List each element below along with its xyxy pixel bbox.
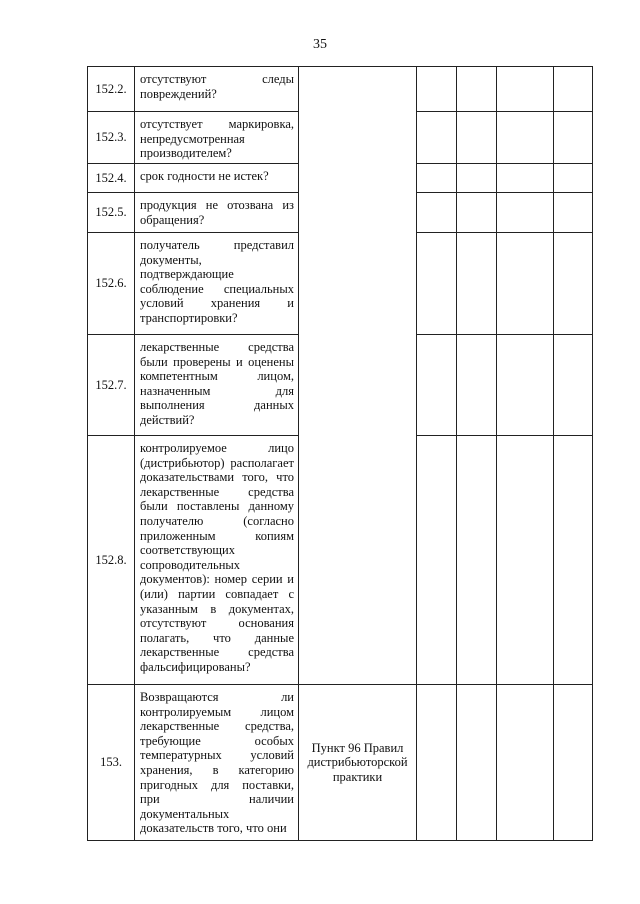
answer-cell <box>497 112 554 164</box>
row-number: 152.5. <box>88 193 135 233</box>
question-line: условий хранения и <box>140 296 294 311</box>
answer-cell <box>457 112 497 164</box>
answer-cell <box>554 436 593 685</box>
question-line: доказательств того, что они <box>140 821 287 836</box>
answer-cell <box>417 164 457 193</box>
row-number: 152.6. <box>88 233 135 335</box>
page-number: 35 <box>313 37 327 52</box>
answer-cell <box>417 436 457 685</box>
question-line: полагать, что данные <box>140 630 294 645</box>
answer-cell <box>457 685 497 841</box>
question-line: Возвращаются ли <box>140 690 294 704</box>
answer-cell <box>497 164 554 193</box>
question-line: непредусмотренная <box>140 131 245 146</box>
question-line: контролируемое лицо <box>140 441 294 455</box>
question-line: обращения? <box>140 212 205 227</box>
question-line: (дистрибьютор) располагает <box>140 455 294 470</box>
row-number: 153. <box>88 685 135 841</box>
answer-cell <box>457 233 497 335</box>
answer-cell <box>554 67 593 112</box>
reference-cell: Пункт 96 Правил дистрибьюторской практики <box>299 685 417 841</box>
question-line: температурных условий <box>140 748 294 763</box>
question-line: лекарственные средства <box>140 340 294 354</box>
question-line: компетентным лицом, <box>140 369 294 384</box>
answer-cell <box>554 112 593 164</box>
question-text <box>135 335 299 436</box>
question-line: указанным в документах, <box>140 601 294 616</box>
question-line: продукция не отозвана из <box>140 198 294 212</box>
question-line: производителем? <box>140 146 232 161</box>
question-line: назначенным для <box>140 383 294 398</box>
question-text <box>135 436 299 685</box>
row-number: 152.8. <box>88 436 135 685</box>
question-line: лекарственные средства, <box>140 719 294 734</box>
answer-cell <box>417 67 457 112</box>
answer-cell <box>417 335 457 436</box>
answer-cell <box>457 164 497 193</box>
row-number: 152.3. <box>88 112 135 164</box>
question-text <box>135 112 299 164</box>
question-text <box>135 193 299 233</box>
question-line: документальных <box>140 806 230 821</box>
answer-cell <box>554 233 593 335</box>
question-line: были поставлены данному <box>140 499 294 514</box>
question-line: сопроводительных <box>140 557 241 572</box>
question-line: (или) партии совпадает с <box>140 586 294 601</box>
question-line: доказательствами того, что <box>140 470 294 485</box>
answer-cell <box>497 436 554 685</box>
question-line: соблюдение специальных <box>140 281 294 296</box>
answer-cell <box>554 685 593 841</box>
question-line: срок годности не истек? <box>140 169 269 183</box>
question-text <box>135 233 299 335</box>
answer-cell <box>417 112 457 164</box>
question-line: фальсифицированы? <box>140 659 251 674</box>
question-line: приложенным копиям <box>140 528 294 543</box>
question-line: отсутствуют основания <box>140 616 294 631</box>
table-row <box>88 685 593 841</box>
question-line: получатель представил <box>140 238 294 252</box>
answer-cell <box>497 335 554 436</box>
answer-cell <box>554 335 593 436</box>
question-line: лекарственные средства <box>140 645 294 660</box>
answer-cell <box>457 335 497 436</box>
question-line: были проверены и оценены <box>140 354 294 369</box>
question-line: документов): номер серии и <box>140 572 294 587</box>
question-line: соответствующих <box>140 543 235 558</box>
answer-cell <box>497 193 554 233</box>
question-line: выполнения данных <box>140 398 294 413</box>
question-line: транспортировки? <box>140 310 238 325</box>
row-number: 152.2. <box>88 67 135 112</box>
question-line: повреждений? <box>140 86 217 101</box>
question-line: хранения, в категорию <box>140 762 294 777</box>
question-line: лекарственные средства <box>140 484 294 499</box>
answer-cell <box>457 67 497 112</box>
reference-cell-empty <box>299 67 417 685</box>
question-line: подтверждающие <box>140 267 234 282</box>
answer-cell <box>417 193 457 233</box>
question-line: отсутствует маркировка, <box>140 117 294 131</box>
answer-cell <box>457 436 497 685</box>
question-line: документы, <box>140 252 202 267</box>
answer-cell <box>417 233 457 335</box>
answer-cell <box>497 67 554 112</box>
question-line: контролируемым лицом <box>140 704 294 719</box>
question-line: требующие особых <box>140 733 294 748</box>
checklist-table <box>87 66 593 841</box>
question-text <box>135 164 299 193</box>
question-line: при наличии <box>140 792 294 807</box>
question-line: получателю (согласно <box>140 513 294 528</box>
question-text <box>135 685 299 841</box>
table-row <box>88 67 593 112</box>
answer-cell <box>497 233 554 335</box>
question-line: пригодных для поставки, <box>140 777 294 792</box>
answer-cell <box>497 685 554 841</box>
answer-cell <box>554 193 593 233</box>
answer-cell <box>554 164 593 193</box>
question-line: действий? <box>140 412 195 427</box>
question-line: отсутствуют следы <box>140 72 294 86</box>
answer-cell <box>457 193 497 233</box>
row-number: 152.7. <box>88 335 135 436</box>
question-text <box>135 67 299 112</box>
answer-cell <box>417 685 457 841</box>
row-number: 152.4. <box>88 164 135 193</box>
